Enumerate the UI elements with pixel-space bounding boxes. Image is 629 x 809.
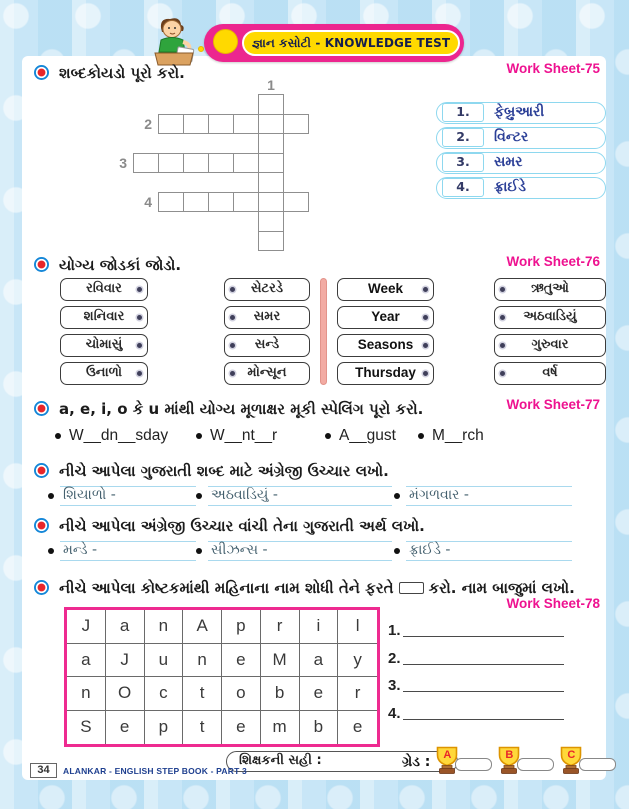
word-grid-cell: l [338, 610, 377, 644]
worksheet-label-76: Work Sheet-76 [506, 254, 600, 269]
bullet-icon [196, 548, 202, 554]
connector-dot-icon [137, 315, 142, 320]
answer-line [403, 663, 564, 665]
question-bullet-icon [34, 580, 49, 595]
crossword-number-3: 3 [119, 155, 127, 171]
clue-label: વિન્ટર [494, 129, 529, 145]
crossword-number-2: 2 [144, 116, 152, 132]
question-bullet-icon [34, 463, 49, 478]
spelling-item [325, 427, 396, 445]
word-grid-cell: y [338, 644, 377, 678]
bullet-icon [418, 433, 424, 439]
question-3-text: a, e, i, o કે u માંથી યોગ્ય મૂળાક્ષર મૂકી સ્પેલિંગ પૂરો કરો. [59, 400, 424, 418]
crossword-cell [258, 153, 284, 174]
spelling-item-text: W__nt__r [210, 427, 278, 444]
connector-dot-icon [137, 371, 142, 376]
question-4-text: નીચે આપેલા ગુજરાતી શબ્દ માટે અંગ્રેજી ઉચ્ચાર લખો. [59, 462, 389, 480]
word-grid-cell: p [222, 610, 261, 644]
student-cartoon-icon [146, 16, 202, 66]
crossword-cell [258, 231, 284, 252]
word-grid-cell: t [183, 711, 222, 745]
spelling-item [418, 427, 484, 445]
word-grid-cell: t [183, 677, 222, 711]
write-item [48, 541, 196, 561]
connector-dot-icon [500, 287, 505, 292]
clue-number: 2. [442, 128, 484, 147]
worksheet-label-75: Work Sheet-75 [506, 61, 600, 76]
grade-box [517, 758, 554, 771]
crossword-cell [233, 153, 259, 174]
match-box-label: ગુરુવાર [531, 337, 569, 352]
write-item-line: મંગળવાર - [406, 486, 572, 506]
word-grid-cell: e [222, 711, 261, 745]
spelling-item-text: A__gust [339, 427, 396, 444]
write-item [394, 486, 572, 506]
word-grid-cell: o [222, 677, 261, 711]
question-4 [34, 461, 389, 481]
word-grid-cell: n [183, 644, 222, 678]
word-grid-cell: r [338, 677, 377, 711]
question-6 [34, 578, 575, 598]
match-box-a-1 [60, 278, 148, 301]
match-box-d-4 [494, 362, 606, 385]
answer-row [388, 696, 564, 721]
grade-label: ગ્રેડ : [402, 754, 431, 770]
match-box-label: Week [367, 281, 404, 296]
word-grid-cell: A [183, 610, 222, 644]
crossword-cell [158, 192, 184, 213]
connector-dot-icon [500, 343, 505, 348]
match-box-label: વર્ષ [542, 365, 558, 380]
question-2 [34, 255, 181, 275]
match-box-c-3 [337, 334, 434, 357]
bullet-icon [394, 493, 400, 499]
column-divider [320, 278, 327, 385]
book-title: ALANKAR - ENGLISH STEP BOOK - PART 3 [63, 765, 247, 776]
word-grid-cell: O [106, 677, 145, 711]
worksheet-label-77: Work Sheet-77 [506, 397, 600, 412]
match-box-b-3 [224, 334, 310, 357]
match-box-label: રવિવાર [86, 281, 122, 296]
bullet-icon [325, 433, 331, 439]
word-grid-cell: M [261, 644, 300, 678]
crossword-cell [258, 192, 284, 213]
page-title: જ્ઞાન કસોટી - KNOWLEDGE TEST [242, 30, 460, 56]
grade-bar [402, 746, 616, 776]
clue-label: ફેબ્રુઆરી [494, 104, 545, 120]
clue-item [436, 127, 606, 149]
word-grid-cell: i [300, 610, 339, 644]
spelling-item-text: W__dn__sday [69, 427, 169, 444]
write-item [48, 486, 196, 506]
match-box-b-2 [224, 306, 310, 329]
match-box-a-3 [60, 334, 148, 357]
write-item [394, 541, 572, 561]
connector-dot-icon [137, 343, 142, 348]
crossword-cell [233, 114, 259, 135]
clue-item [436, 152, 606, 174]
crossword-number-1: 1 [267, 77, 275, 93]
write-item-line: સીઝન્સ - [208, 541, 392, 561]
crossword-cell [258, 94, 284, 115]
crossword-cell [258, 172, 284, 193]
match-box-label: Seasons [357, 337, 414, 352]
answer-line [403, 718, 564, 720]
match-box-label: અઠવાડિયું [523, 309, 577, 324]
match-box-label: મોન્સૂન [247, 365, 287, 380]
word-grid-cell: e [352, 716, 363, 736]
match-box-label: Thursday [355, 365, 416, 380]
write-item-line: શિયાળો - [60, 486, 196, 506]
match-box-d-3 [494, 334, 606, 357]
crossword-cell [283, 192, 309, 213]
crossword-cell [158, 153, 184, 174]
write-item-line: ફ્રાઈડે - [406, 541, 572, 561]
match-box-b-4 [224, 362, 310, 385]
answer-row [388, 613, 564, 638]
word-grid-cell: a [67, 644, 106, 678]
word-grid-cell: b [261, 677, 300, 711]
connector-dot-icon [137, 287, 142, 292]
clue-number: 3. [442, 153, 484, 172]
question-6-text [59, 578, 575, 598]
bullet-icon [48, 493, 54, 499]
connector-dot-icon [423, 287, 428, 292]
answer-row [388, 668, 564, 693]
crossword-cell [258, 211, 284, 232]
question-1 [34, 63, 185, 83]
trophy-letter: C [567, 749, 576, 761]
word-grid-cell: n [145, 610, 184, 644]
crossword-number-4: 4 [144, 194, 152, 210]
word-grid-cell: J [67, 610, 106, 644]
write-item-line: મન્ડે - [60, 541, 196, 561]
write-item [196, 486, 392, 506]
connector-dot-icon [230, 287, 235, 292]
teacher-signature-field: શિક્ષકની સહી : [226, 751, 458, 772]
clue-label: સમર [494, 154, 523, 170]
word-grid-cell: n [67, 677, 106, 711]
thought-dot-icon [198, 46, 204, 52]
match-box-label: ઉનાળો [85, 365, 123, 380]
word-grid-cell: e [106, 711, 145, 745]
answer-row [388, 641, 564, 666]
crossword-cell [183, 153, 209, 174]
match-box-a-2 [60, 306, 148, 329]
match-box-a-4 [60, 362, 148, 385]
question-bullet-icon [34, 401, 49, 416]
clue-number: 1. [442, 103, 484, 122]
match-box-label: Year [371, 309, 400, 324]
connector-dot-icon [500, 315, 505, 320]
match-box-b-1 [224, 278, 310, 301]
bullet-icon [55, 433, 61, 439]
match-box-c-4 [337, 362, 434, 385]
question-2-text: યોગ્ય જોડકાં જોડો. [59, 256, 182, 274]
question-bullet-icon [34, 65, 49, 80]
crossword-cell [183, 192, 209, 213]
crossword-cell [158, 114, 184, 135]
grade-trophy-a [434, 746, 492, 776]
clue-number: 4. [442, 178, 484, 197]
footer-book-line [30, 763, 247, 778]
word-grid-cell: r [261, 610, 300, 644]
match-box-label: ચોમાસું [85, 337, 123, 352]
word-grid-cell: J [106, 644, 145, 678]
word-search-grid [64, 607, 380, 747]
connector-dot-icon [230, 315, 235, 320]
crossword-cell [258, 133, 284, 154]
match-box-label: સેટરડે [251, 281, 283, 296]
question-1-text: શબ્દકોયડો પૂરો કરો. [59, 64, 185, 82]
match-box-d-1 [494, 278, 606, 301]
spelling-item-text: M__rch [432, 427, 484, 444]
clue-item [436, 177, 606, 199]
match-box-d-2 [494, 306, 606, 329]
word-grid-cell: m [261, 711, 300, 745]
word-grid-cell: u [145, 644, 184, 678]
match-box-label: શનિવાર [83, 309, 125, 324]
bullet-icon [394, 548, 400, 554]
question-6-text-after: કરો. નામ બાજુમાં લખો. [428, 579, 575, 597]
crossword-cell [208, 153, 234, 174]
match-box-label: ઋતુઓ [531, 281, 569, 296]
crossword-cell [258, 114, 284, 135]
word-grid-cell: S [67, 711, 106, 745]
spelling-item [196, 427, 277, 445]
thought-bubble-icon [213, 29, 238, 54]
match-box-c-2 [337, 306, 434, 329]
word-grid-cell: a [300, 644, 339, 678]
question-bullet-icon [34, 518, 49, 533]
match-box-c-1 [337, 278, 434, 301]
clue-label: ફ્રાઈડે [494, 179, 526, 195]
bullet-icon [196, 433, 202, 439]
word-grid-cell: a [106, 610, 145, 644]
question-bullet-icon [34, 257, 49, 272]
grade-box [579, 758, 616, 771]
grade-box [455, 758, 492, 771]
write-item [196, 541, 392, 561]
bullet-icon [48, 548, 54, 554]
word-grid-cell: e [222, 644, 261, 678]
match-box-label: સન્ડે [254, 337, 280, 352]
match-box-label: સમર [253, 309, 281, 324]
answer-line [403, 635, 564, 637]
worksheet-label-78: Work Sheet-78 [506, 596, 600, 611]
circle-box-icon [399, 582, 424, 594]
connector-dot-icon [500, 371, 505, 376]
word-grid-cell: b [300, 711, 339, 745]
answer-number: 2. [388, 649, 401, 667]
question-5-text: નીચે આપેલા અંગ્રેજી ઉચ્ચાર વાંચી તેના ગુજરાતી અર્થ લખો. [59, 517, 425, 535]
question-6-text-before: નીચે આપેલા કોષ્ટકમાંથી મહિનાના નામ શોધી તેને ફરતે [59, 579, 394, 597]
answer-number: 4. [388, 704, 401, 722]
question-5 [34, 516, 425, 536]
crossword-cell [208, 114, 234, 135]
grade-trophy-c [558, 746, 616, 776]
trophy-letter: B [505, 749, 514, 761]
clue-item [436, 102, 606, 124]
crossword-cell [208, 192, 234, 213]
answer-number: 1. [388, 622, 401, 639]
page-number: 34 [30, 763, 57, 778]
connector-dot-icon [423, 371, 428, 376]
word-grid-cell: p [145, 711, 184, 745]
connector-dot-icon [230, 371, 235, 376]
crossword-cell [133, 153, 159, 174]
answer-number: 3. [388, 677, 401, 694]
crossword-cell [283, 114, 309, 135]
crossword-cell [183, 114, 209, 135]
connector-dot-icon [230, 343, 235, 348]
crossword-cell [233, 192, 259, 213]
connector-dot-icon [423, 315, 428, 320]
answer-line [403, 690, 564, 692]
trophy-letter: A [443, 749, 452, 761]
spelling-item [55, 427, 168, 445]
write-item-line: અઠવાડિયું - [208, 486, 392, 506]
word-grid-cell: e [300, 677, 339, 711]
connector-dot-icon [423, 343, 428, 348]
question-3 [34, 399, 423, 419]
bullet-icon [196, 493, 202, 499]
word-grid-cell: c [145, 677, 184, 711]
grade-trophy-b [496, 746, 554, 776]
